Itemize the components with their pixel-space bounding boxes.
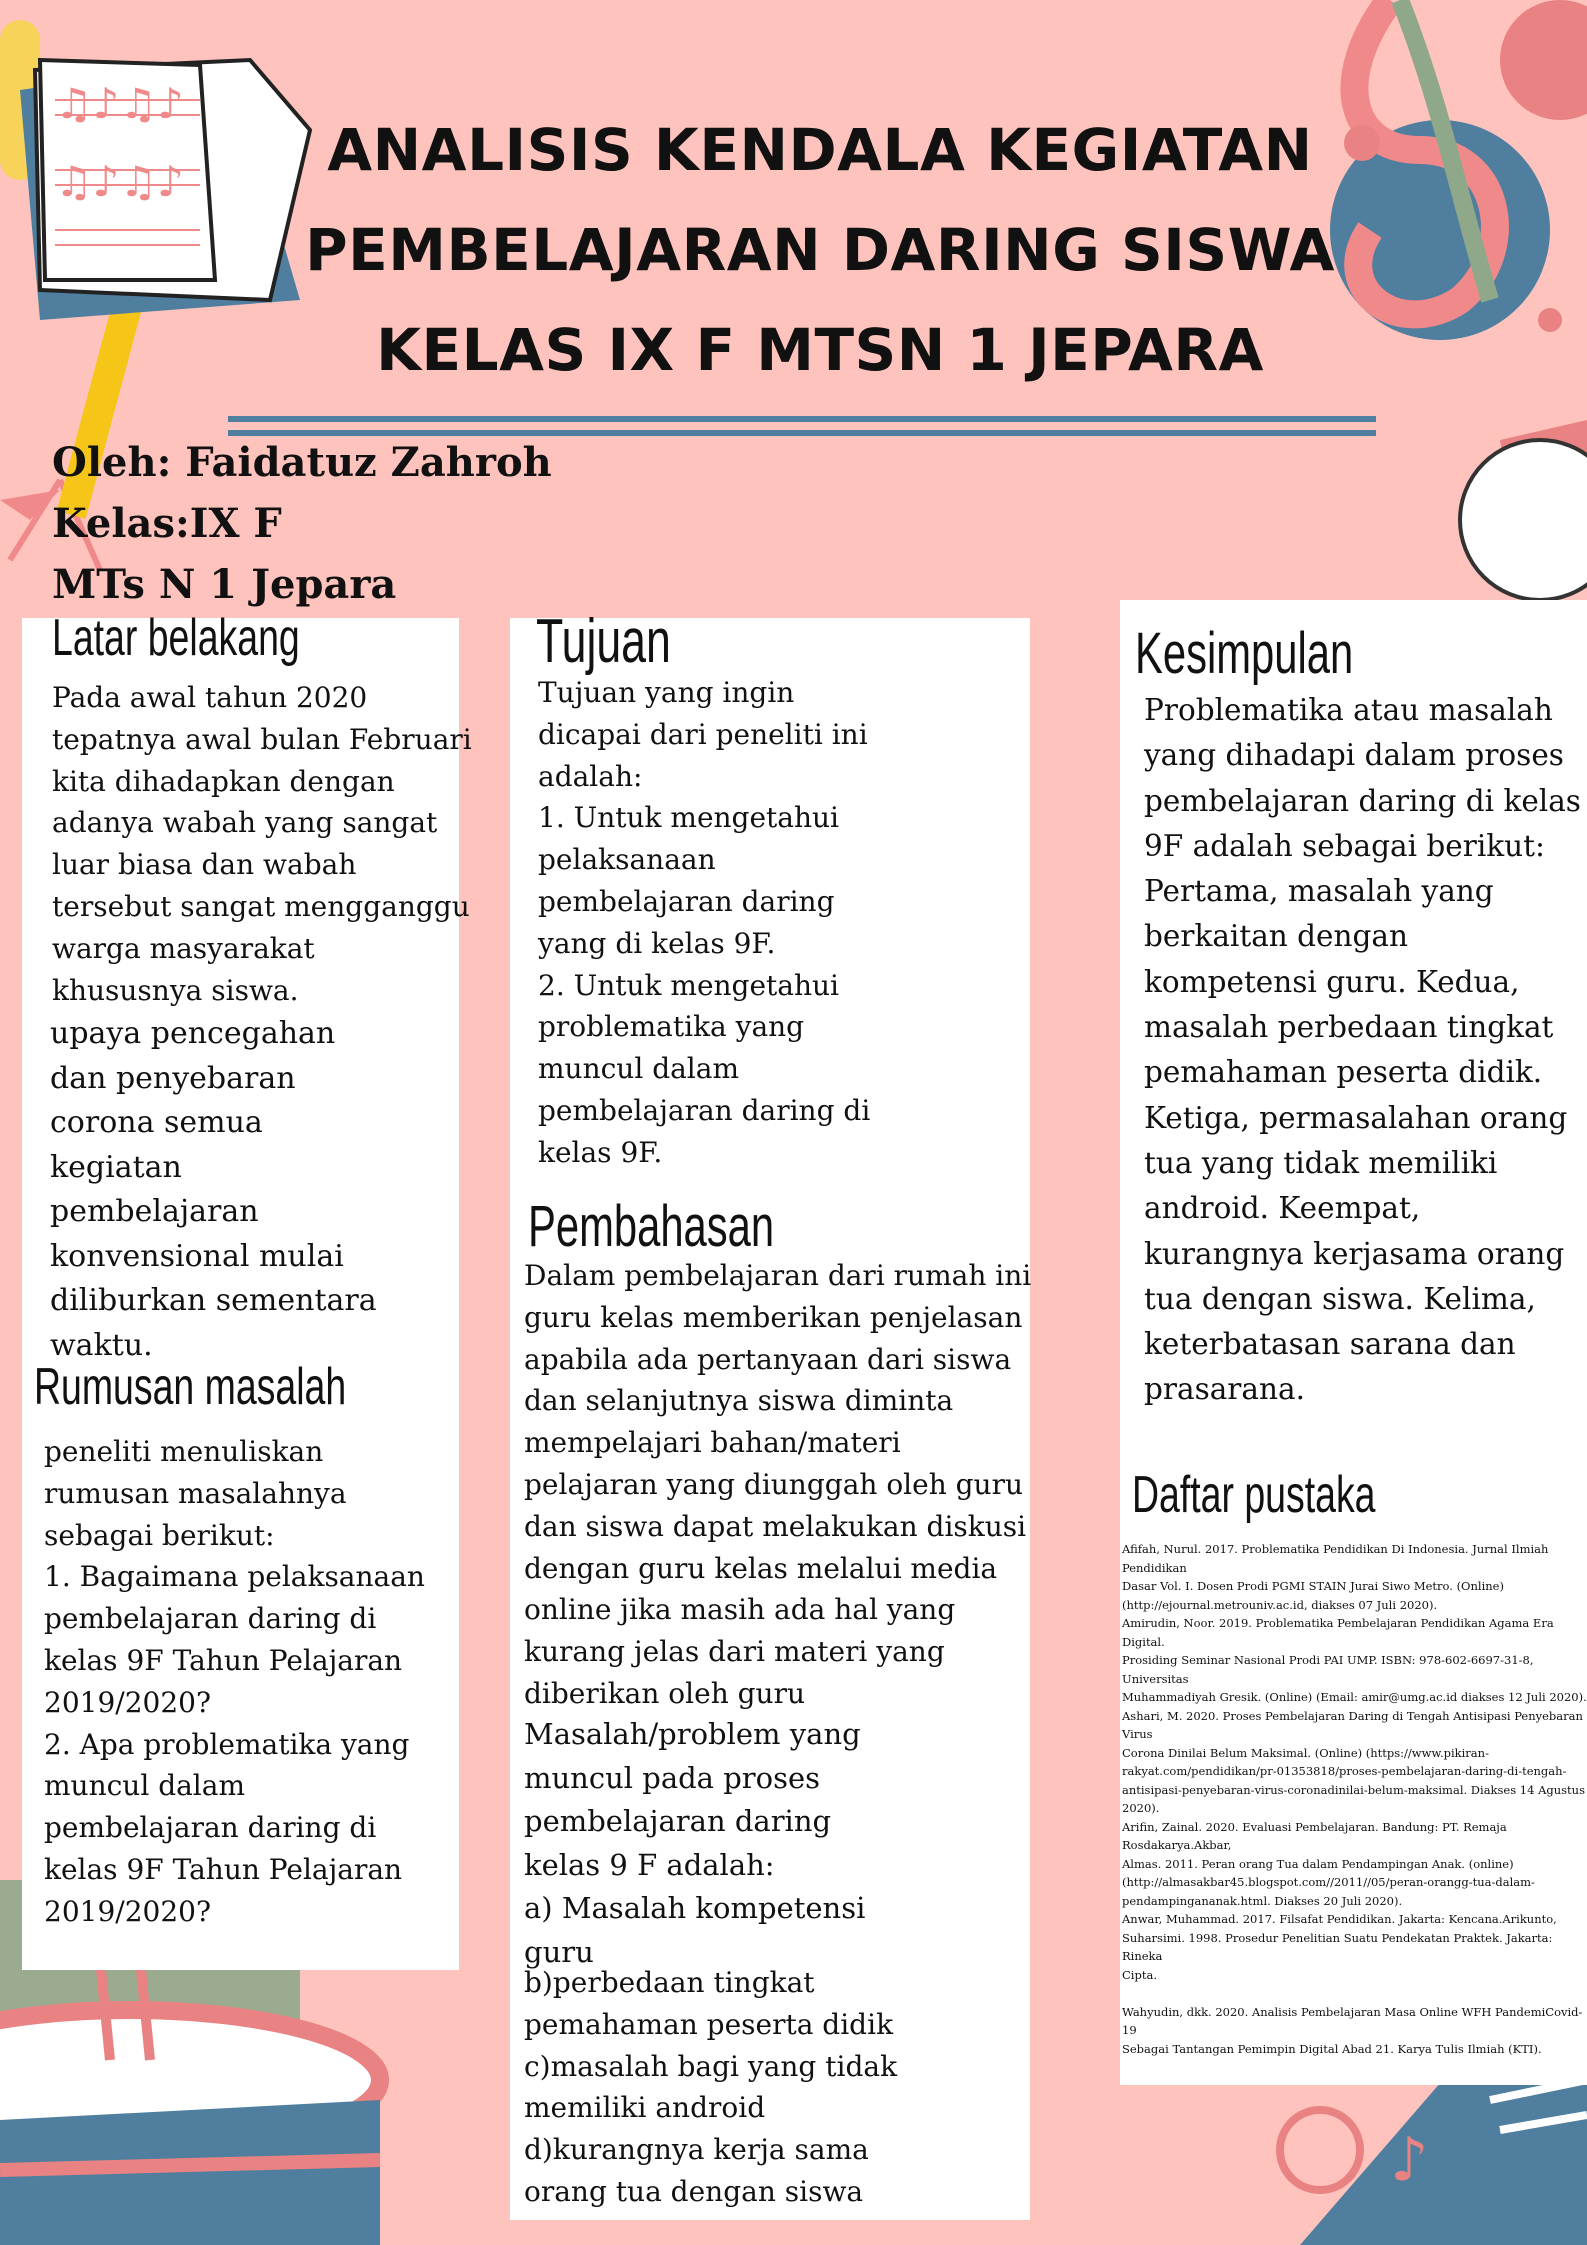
title-divider-top — [228, 416, 1376, 422]
svg-text:♫♪♫♪: ♫♪♫♪ — [55, 79, 184, 128]
title-line-2: PEMBELAJARAN DARING SISWA — [305, 216, 1335, 284]
author-block — [52, 432, 552, 615]
daftar-pustaka-text: Afifah, Nurul. 2017. Problematika Pendidikan Di Indonesia. Jurnal Ilmiah Pendidikan Dasar Vol. I. Dosen Prodi PGMI STAIN Jurai Siwo Metro. (Online) (http://ejournal.metrouniv.ac.id, diakses 07 Juli 2020). Amirudin, Noor. 2019. Problematika Pembelajaran Pendidikan Agama Era Digital. Prosiding Seminar Nasional Prodi PAI UMP. ISBN: 978-602-6697-31-8, Universitas Muhammadiyah Gresik. (Online) (Email: amir@umg.ac.id diakses 12 Juli 2020). Ashari, M. 2020. Proses Pembelajaran Daring di Tengah Antisipasi Penyebaran Virus Corona Dinilai Belum Maksimal. (Online) (https://www.pikiran- rakyat.com/pendidikan/pr-01353818/proses-pembelajaran-daring-di-tengah- antisipasi-penyebaran-virus-coronadinilai-belum-maksimal. Diakses 14 Agustus 2020). Arifin, Zainal. 2020. Evaluasi Pembelajaran. Bandung: PT. Remaja Rosdakarya.Akbar, Almas. 2011. Peran orang Tua dalam Pendampingan Anak. (online) (http://almasakbar45.blogspot.com//2011//05/peran-orangg-tua-dalam- pendampingananak.html. Diakses 20 Juli 2020). Anwar, Muhammad. 2017. Filsafat Pendidikan. Jakarta: Kencana.Arikunto, Suharsimi. 1998. Prosedur Penelitian Suatu Pendekatan Praktek. Jakarta: Rineka Cipta. Wahyudin, dkk. 2020. Analisis Pembelajaran Masa Online WFH PandemiCovid-19 Sebagai Tantangan Pemimpin Digital Abad 21. Karya Tulis Ilmiah (KTI). — [1122, 1542, 1587, 2056]
kesimpulan-text: Problematika atau masalah yang dihadapi dalam proses pembelajaran daring di kelas 9F adalah sebagai berikut: Pertama, masalah yang berkaitan dengan kompetensi guru. Kedua, masalah perbedaan tingkat pemahaman peserta didik. Ketiga, permasalahan orang tua yang tidak memiliki android. Keempat, kurangnya kerjasama orang tua dengan siswa. Kelima, keterbatasan sarana dan prasarana. — [1144, 693, 1581, 1407]
poster-title — [250, 100, 1390, 400]
author-class: Kelas:IX F — [52, 500, 282, 547]
latar-belakang-text-2: upaya pencegahan dan penyebaran corona semua kegiatan pembelajaran konvensional mulai diliburkan sementara waktu. — [50, 1016, 377, 1363]
heading-pembahasan: Pembahasan — [528, 1194, 775, 1259]
latar-belakang-text-1: Pada awal tahun 2020 tepatnya awal bulan Februari kita dihadapkan dengan adanya wabah yang sangat luar biasa dan wabah tersebut sangat mengganggu warga masyarakat khususnya siswa. — [52, 681, 472, 1007]
heading-kesimpulan: Kesimpulan — [1135, 621, 1354, 686]
pembahasan-text-2: Masalah/problem yang muncul pada proses pembelajaran daring kelas 9 F adalah: a) Masalah kompetensi guru — [524, 1717, 866, 1969]
title-line-1: ANALISIS KENDALA KEGIATAN — [327, 116, 1313, 184]
author-school: MTs N 1 Jepara — [52, 561, 397, 608]
author-name: Oleh: Faidatuz Zahroh — [52, 439, 552, 486]
title-line-3: KELAS IX F MTSN 1 JEPARA — [376, 316, 1264, 384]
rumusan-masalah-text: peneliti menuliskan rumusan masalahnya sebagai berikut: 1. Bagaimana pelaksanaan pembelajaran daring di kelas 9F Tahun Pelajaran 2019/2020? 2. Apa problematika yang muncul dalam pembelajaran daring di kelas 9F Tahun Pelajaran 2019/2020? — [44, 1435, 425, 1928]
heading-rumusan-masalah: Rumusan masalah — [34, 1358, 347, 1416]
tujuan-text: Tujuan yang ingin dicapai dari peneliti ini adalah: 1. Untuk mengetahui pelaksanaan pembelajaran daring yang di kelas 9F. 2. Untuk mengetahui problematika yang muncul dalam pembelajaran daring di kelas 9F. — [538, 676, 871, 1169]
heading-latar-belakang: Latar belakang — [52, 609, 300, 667]
svg-text:♫♪♫♪: ♫♪♫♪ — [55, 157, 184, 206]
svg-text:♪: ♪ — [1390, 2125, 1429, 2195]
pembahasan-text-3: b)perbedaan tingkat pemahaman peserta didik c)masalah bagi yang tidak memiliki android d)kurangnya kerja sama orang tua dengan siswa — [524, 1966, 898, 2208]
heading-tujuan: Tujuan — [536, 607, 671, 676]
pembahasan-text-1: Dalam pembelajaran dari rumah ini guru kelas memberikan penjelasan apabila ada pertanyaan dari siswa dan selanjutnya siswa diminta mempelajari bahan/materi pelajaran yang diunggah oleh guru dan siswa dapat melakukan diskusi dengan guru kelas melalui media online jika masih ada hal yang kurang jelas dari materi yang diberikan oleh guru — [524, 1259, 1032, 1710]
heading-daftar-pustaka: Daftar pustaka — [1132, 1466, 1376, 1524]
